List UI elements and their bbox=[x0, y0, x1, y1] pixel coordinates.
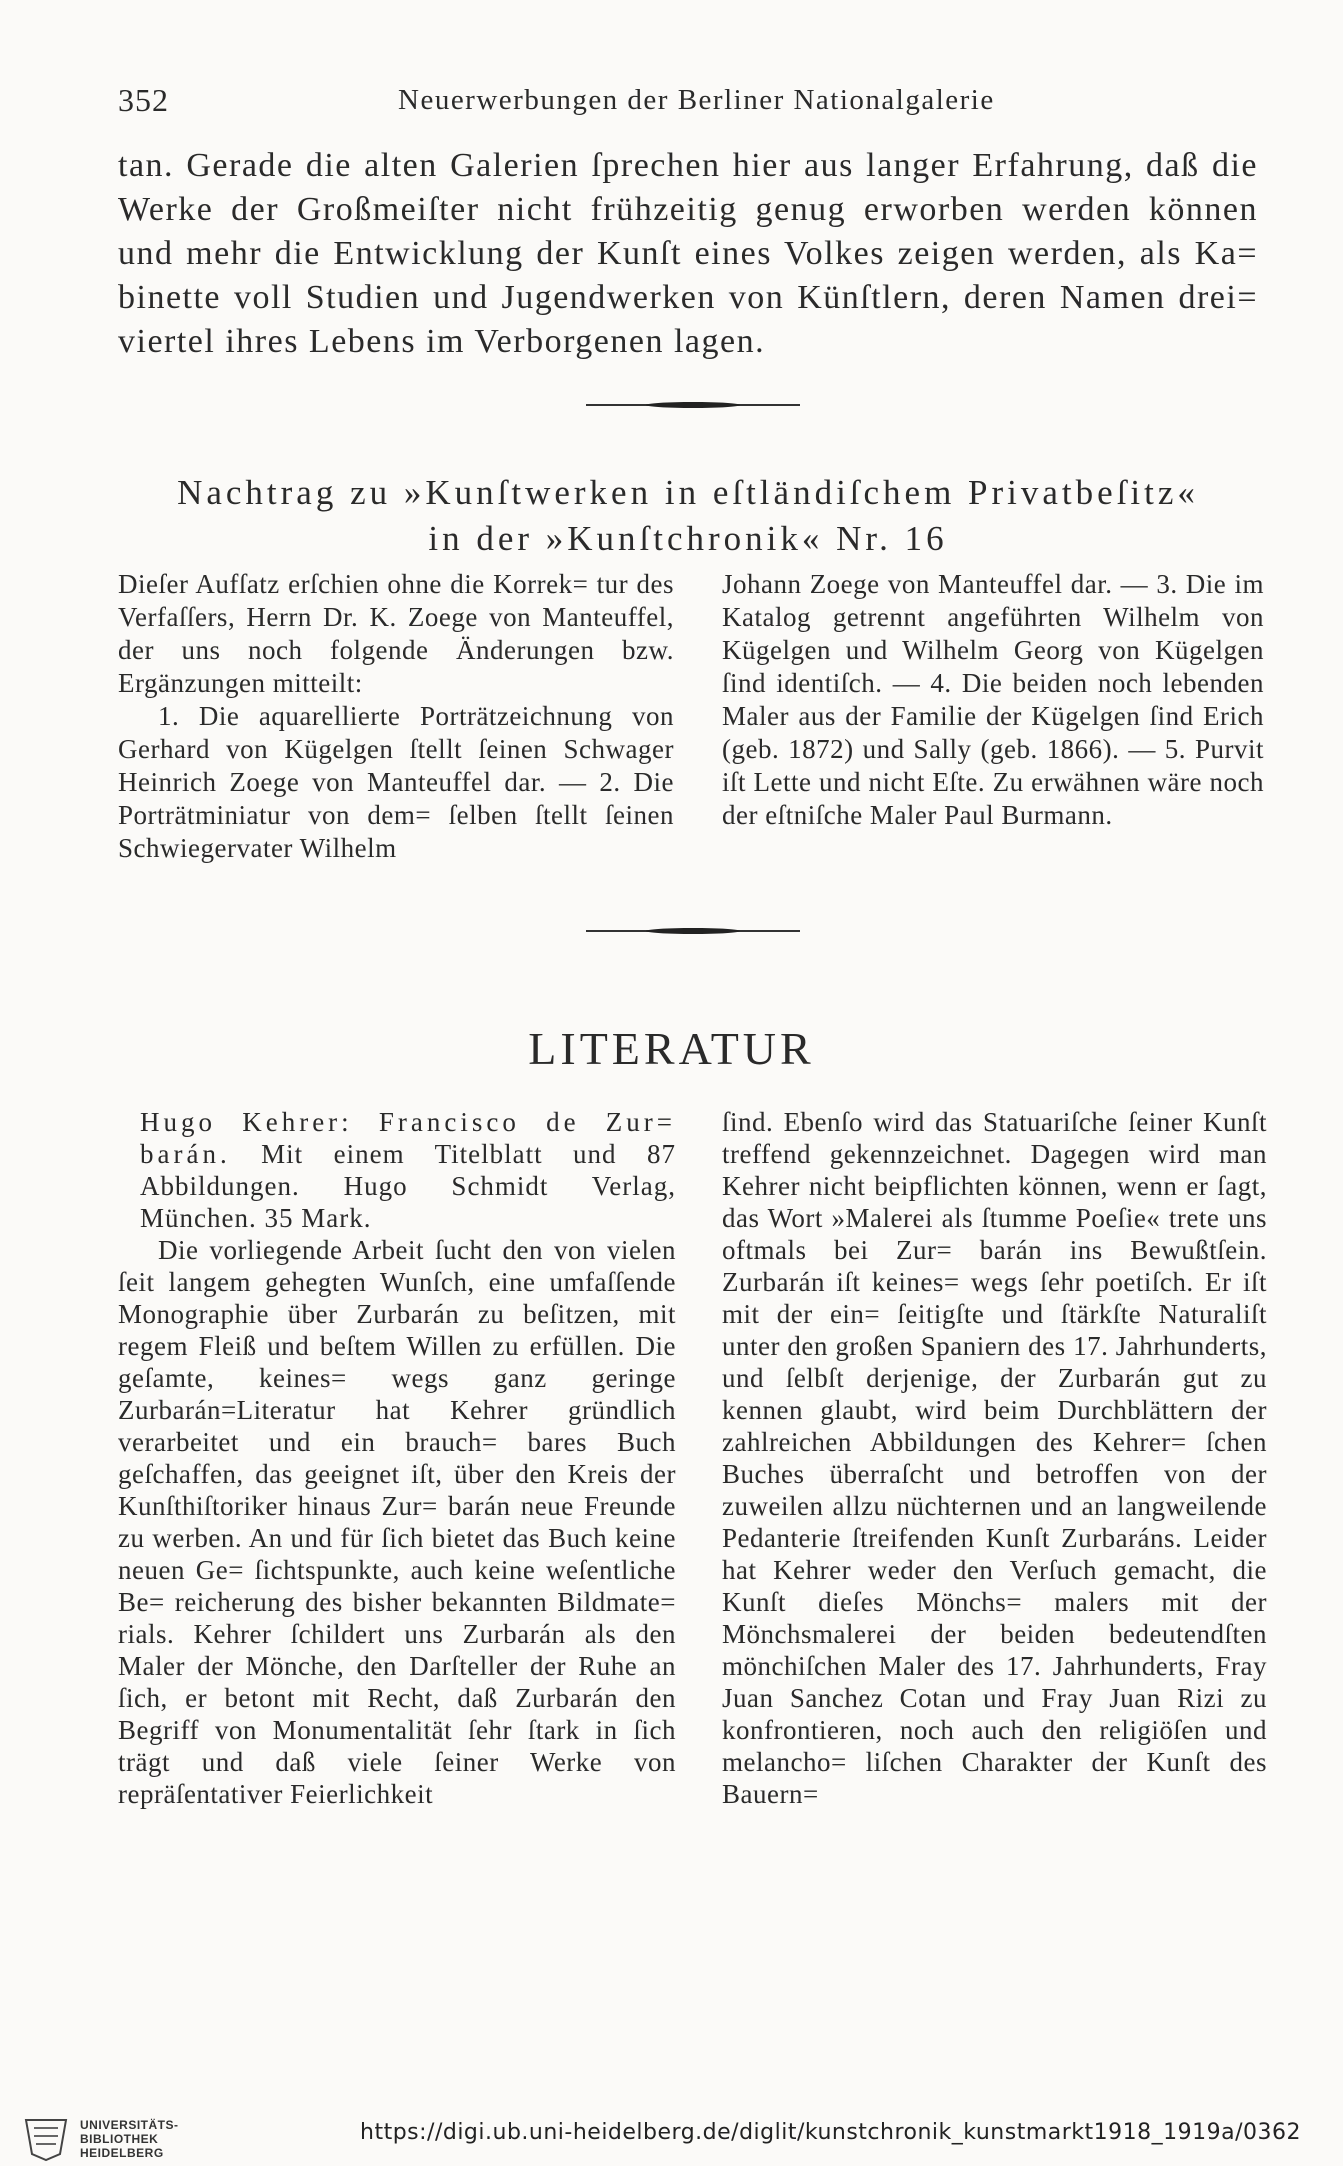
nachtrag-right-column bbox=[722, 568, 1264, 832]
nachtrag-paragraph: Johann Zoege von Manteuffel dar. — 3. Die im Katalog getrennt angeführten Wilhelm von Kügelgen und Wilhelm Georg von Kügelgen ſind identiſch. — 4. Die beiden noch lebenden Maler aus der Familie der Kügelgen ſind Erich (geb. 1872) und Sally (geb. 1866). — 5. Purvit iſt Lette und nicht Eſte. Zu erwähnen wäre noch der eſtniſche Maler Paul Burmann. bbox=[722, 569, 1264, 830]
review-paragraph: Die vorliegende Arbeit ſucht den von vielen ſeit langem gehegten Wunſch, eine umfaſſende Monographie über Zurbarán zu beſitzen, mit regem Fleiß und beſtem Willen zu erfüllen. Die geſamte, keines= wegs ganz geringe Zurbarán=Literatur hat Kehrer gründlich verarbeitet und ein brauch= bares Buch geſchaffen, das geeignet iſt, über den Kreis der Kunſthiſtoriker hinaus Zur= barán neue Freunde zu werben. An und für ſich bietet das Buch keine neuen Ge= ſichtspunkte, auch keine weſentliche Be= reicherung des bisher bekannten Bildmate= rials. Kehrer ſchildert uns Zurbarán als den Maler der Mönche, den Darſteller der Ruhe an ſich, er betont mit Recht, daß Zurbarán den Begriff von Monumentalität ſehr ſtark in ſich trägt und daß viele ſeiner Werke von repräſentativer Feierlichkeit bbox=[118, 1235, 676, 1809]
nachtrag-left-column bbox=[118, 568, 674, 865]
source-url-link[interactable]: https://digi.ub.uni-heidelberg.de/diglit/kunstchronik_kunstmarkt1918_1919a/0362 bbox=[360, 2120, 1301, 2145]
footer-bar bbox=[0, 2100, 1343, 2166]
page-header bbox=[118, 82, 1258, 122]
section-divider bbox=[586, 402, 800, 408]
running-title: Neuerwerbungen der Berliner Nationalgalerie bbox=[398, 84, 995, 116]
section-divider bbox=[586, 928, 800, 934]
nachtrag-title-line1: Nachtrag zu »Kunſtwerken in eſtländiſchem Privatbeſitz« bbox=[177, 473, 1199, 512]
literatur-heading: LITERATUR bbox=[528, 1023, 815, 1074]
book-author-title: Hugo Kehrer: Francisco de Zur= barán. bbox=[140, 1107, 676, 1169]
book-reference bbox=[118, 1106, 676, 1234]
book-details: Mit einem Titelblatt und 87 Abbildungen. Hugo Schmidt Verlag, München. 35 Mark. bbox=[140, 1139, 676, 1233]
literatur-right-column bbox=[722, 1106, 1267, 1810]
nachtrag-title-line2: in der »Kunſtchronik« Nr. 16 bbox=[428, 519, 948, 558]
university-seal-icon bbox=[20, 2114, 72, 2162]
library-name: UNIVERSITÄTS- BIBLIOTHEK HEIDELBERG bbox=[80, 2118, 179, 2160]
literatur-left-column bbox=[118, 1106, 676, 1810]
nachtrag-heading bbox=[118, 470, 1258, 562]
nachtrag-paragraph: Dieſer Aufſatz erſchien ohne die Korrek= tur des Verfaſſers, Herrn Dr. K. Zoege von Manteuffel, der uns noch folgende Änderungen bzw. Ergänzungen mitteilt: bbox=[118, 569, 674, 698]
review-paragraph: ſind. Ebenſo wird das Statuariſche ſeiner Kunſt treffend gekennzeichnet. Dagegen wird man Kehrer nicht beipflichten können, wenn er ſagt, das Wort »Malerei als ſtumme Poeſie« trete uns oftmals bei Zur= barán ins Bewußtſein. Zurbarán iſt keines= wegs ſehr poetiſch. Er iſt mit der ein= ſeitigſte und ſtärkſte Naturaliſt unter den großen Spaniern des 17. Jahrhunderts, und ſelbſt derjenige, der Zurbarán gut zu kennen glaubt, wird beim Durchblättern der zahlreichen Abbildungen des Kehrer= ſchen Buches überraſcht und betroffen von der zuweilen allzu nüchternen und an langweilende Pedanterie ſtreifenden Kunſt Zurbaráns. Leider hat Kehrer weder den Verſuch gemacht, die Kunſt dieſes Mönchs= malers mit der Mönchsmalerei der beiden bedeutendſten mönchiſchen Maler des 17. Jahrhunderts, Fray Juan Sanchez Cotan und Fray Juan Rizi zu konfrontieren, noch auch den religiöſen und melancho= liſchen Charakter der Kunſt des Bauern= bbox=[722, 1107, 1267, 1809]
page-number: 352 bbox=[118, 82, 169, 118]
nachtrag-paragraph: 1. Die aquarellierte Porträtzeichnung von Gerhard von Kügelgen ſtellt ſeinen Schwager Heinrich Zoege von Manteuffel dar. — 2. Die Porträtminiatur von dem= ſelben ſtellt ſeinen Schwiegervater Wilhelm bbox=[118, 701, 674, 863]
intro-paragraph: tan. Gerade die alten Galerien ſprechen hier aus langer Erfahrung, daß die Werke der Großmeiſter nicht frühzeitig genug erworben werden können und mehr die Entwicklung der Kunſt eines Volkes zeigen werden, als Ka= binette voll Studien und Jugendwerken von Künſtlern, deren Namen drei= viertel ihres Lebens im Verborgenen lagen. bbox=[118, 147, 1258, 360]
